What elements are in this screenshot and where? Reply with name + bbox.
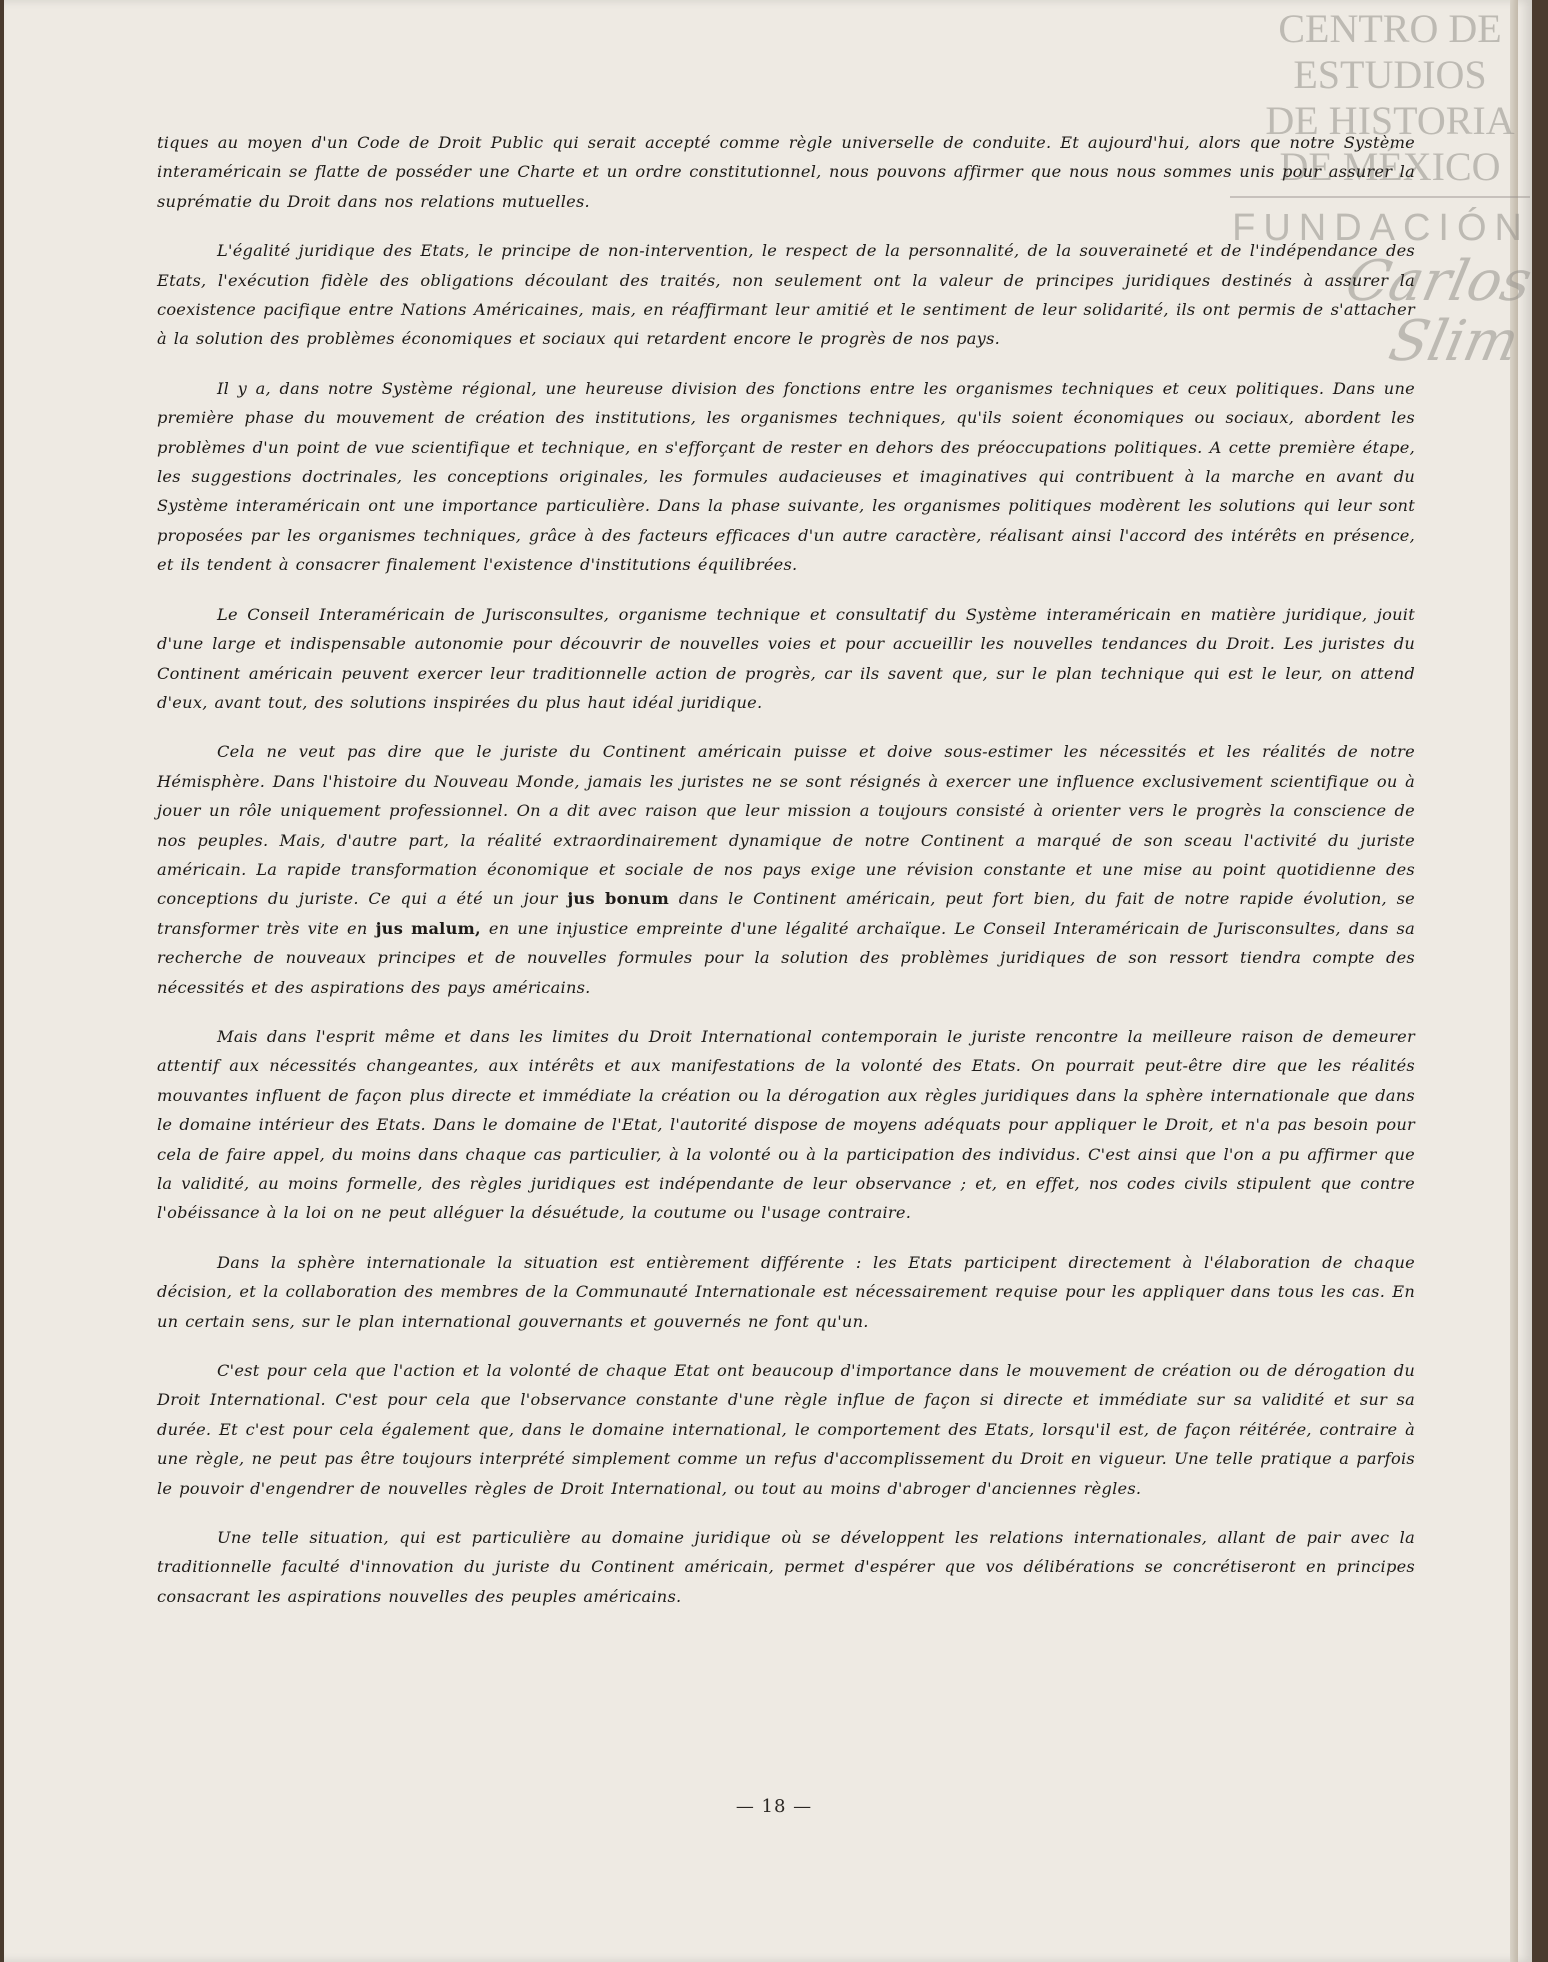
latin-term-jus-bonum: jus bonum (567, 889, 670, 909)
paragraph-5-part-1: Cela ne veut pas dire que le juriste du Continent américain puisse et doive sous-estimer les nécessités et les réalités de notre Hémisphère. Dans l'histoire du Nouveau Monde, jamais les juristes ne se sont résignés à exercer une influence exclusivement scientifique ou à jouer un rôle uniquement professionnel. On a dit avec raison que leur mission a toujours consisté à orienter vers le progrès la conscience de nos peuples. Mais, d'autre part, la réalité extraordinairement dynamique de notre Continent a marqué de son sceau l'activité du juriste américain. La rapide transformation économique et sociale de nos pays exige une révision constante et une mise au point quotidienne des conceptions du juriste. Ce qui a été un jour (157, 742, 1415, 909)
paragraph-9: Une telle situation, qui est particulière au domaine juridique où se développent les relations internationales, allant de pair avec la traditionnelle faculté d'innovation du juriste du Continent américain, permet d'espérer que vos délibérations se concrétiseront en principes consacrant les aspirations nouvelles des peuples américains. (157, 1528, 1415, 1606)
latin-term-malum: malum, (411, 918, 481, 938)
paragraph-6: Mais dans l'esprit même et dans les limites du Droit International contemporain le juriste rencontre la meilleure raison de demeurer attentif aux nécessités changeantes, aux intérêts et aux manifestations de la volonté des Etats. On pourrait peut-être dire que les réalités mouvantes influent de façon plus directe et immédiate la création ou la dérogation aux règles juridiques dans la sphère internationale que dans le domaine intérieur des Etats. Dans le domaine de l'Etat, l'autorité dispose de moyens adéquats pour appliquer le Droit, et n'a pas besoin pour cela de faire appel, du moins dans chaque cas particulier, à la volonté ou à la participation des individus. C'est ainsi que l'on a pu affirmer que la validité, au moins formelle, des règles juridiques est indépendante de leur observance ; et, en effet, nos codes civils stipulent que contre l'obéissance à la loi on ne peut alléguer la désuétude, la coutume ou l'usage contraire. (157, 1026, 1415, 1223)
paragraph-5-part-2: dans le Continent américain, peut fort bien, du fait de notre rapide évolution, se transformer très vite en (157, 889, 1415, 938)
watermark-fundacion: FUNDACIÓN (1232, 207, 1530, 249)
paragraph-8: C'est pour cela que l'action et la volonté de chaque Etat ont beaucoup d'importance dans le mouvement de création ou de dérogation du Droit International. C'est pour cela que l'observance constante d'une règle influe de façon si directe et immédiate sur sa validité et sur sa durée. Et c'est pour cela également que, dans le domaine international, le comportement des Etats, lorsqu'il est, de façon réitérée, contraire à une règle, ne peut pas être toujours interprété simplement comme un refus d'accomplissement du Droit en vigueur. Une telle pratique a parfois le pouvoir d'engendrer de nouvelles règles de Droit International, ou tout au moins d'abroger d'anciennes règles. (157, 1361, 1415, 1498)
watermark-line-1: CENTRO DE (1278, 6, 1502, 51)
paragraph-3: Il y a, dans notre Système régional, une heureuse division des fonctions entre les organismes techniques et ceux politiques. Dans une première phase du mouvement de création des institutions, les organismes techniques, qu'ils soient économiques ou sociaux, abordent les problèmes d'un point de vue scientifique et technique, en s'efforçant de rester en dehors des préoccupations politiques. A cette première étape, les suggestions doctrinales, les conceptions originales, les formules audacieuses et imaginatives qui contribuent à la marche en avant du Système interaméricain ont une importance particulière. Dans la phase suivante, les organismes politiques modèrent les solutions qui leur sont proposées par les organismes techniques, grâce à des facteurs efficaces d'un autre caractère, réalisant ainsi l'accord des intérêts en présence, et ils tendent à consacrer finalement l'existence d'institutions équilibrées. (157, 378, 1415, 575)
paragraph-4: Le Conseil Interaméricain de Jurisconsultes, organisme technique et consultatif du Système interaméricain en matière juridique, jouit d'une large et indispensable autonomie pour découvrir de nouvelles voies et pour accueillir les nouvelles tendances du Droit. Les juristes du Continent américain peuvent exercer leur traditionnelle action de progrès, car ils savent que, sur le plan technique qui est le leur, on attend d'eux, avant tout, des solutions inspirées du plus haut idéal juridique. (157, 604, 1415, 712)
paragraph-5 (157, 737, 1415, 1002)
watermark-line-2: ESTUDIOS (1293, 52, 1487, 97)
watermark-line-3: DE HISTORIA (1265, 98, 1515, 143)
page-edge (1510, 0, 1518, 1962)
paragraph-5-part-3: en une injustice empreinte d'une légalité archaïque. Le Conseil Interaméricain de Jurisconsultes, dans sa recherche de nouveaux principes et de nouvelles formules pour la solution des problèmes juridiques de son ressort tiendra compte des nécessités et des aspirations des pays américains. (157, 918, 1415, 997)
body-text (157, 128, 1415, 1631)
paragraph-2: L'égalité juridique des Etats, le principe de non-intervention, le respect de la personnalité, de la souveraineté et de l'indépendance des Etats, l'exécution fidèle des obligations découlant des traités, non seulement ont la valeur de principes juridiques destinés à assurer la coexistence pacifique entre Nations Américaines, mais, en réaffirmant leur amitié et le sentiment de leur solidarité, ils ont permis de s'attacher à la solution des problèmes économiques et sociaux qui retardent encore le progrès de nos pays. (157, 241, 1415, 349)
watermark-line-4: DE MÉXICO (1279, 144, 1501, 189)
watermark-signature: Carlos Slim (1340, 249, 1538, 374)
paragraph-1: tiques au moyen d'un Code de Droit Public qui serait accepté comme règle universelle de conduite. Et aujourd'hui, alors que notre Système interaméricain se flatte de posséder une Charte et un ordre constitutionnel, nous pouvons affirmer que nous nous sommes unis pour assurer la suprématie du Droit dans nos relations mutuelles. (157, 133, 1415, 211)
paragraph-7: Dans la sphère internationale la situation est entièrement différente : les Etats participent directement à l'élaboration de chaque décision, et la collaboration des membres de la Communauté Internationale est nécessairement requise pour les appliquer dans tous les cas. En un certain sens, sur le plan international gouvernants et gouvernés ne font qu'un. (157, 1252, 1415, 1331)
latin-term-jus: jus (375, 918, 404, 938)
page-number: — 18 — (735, 1796, 813, 1817)
